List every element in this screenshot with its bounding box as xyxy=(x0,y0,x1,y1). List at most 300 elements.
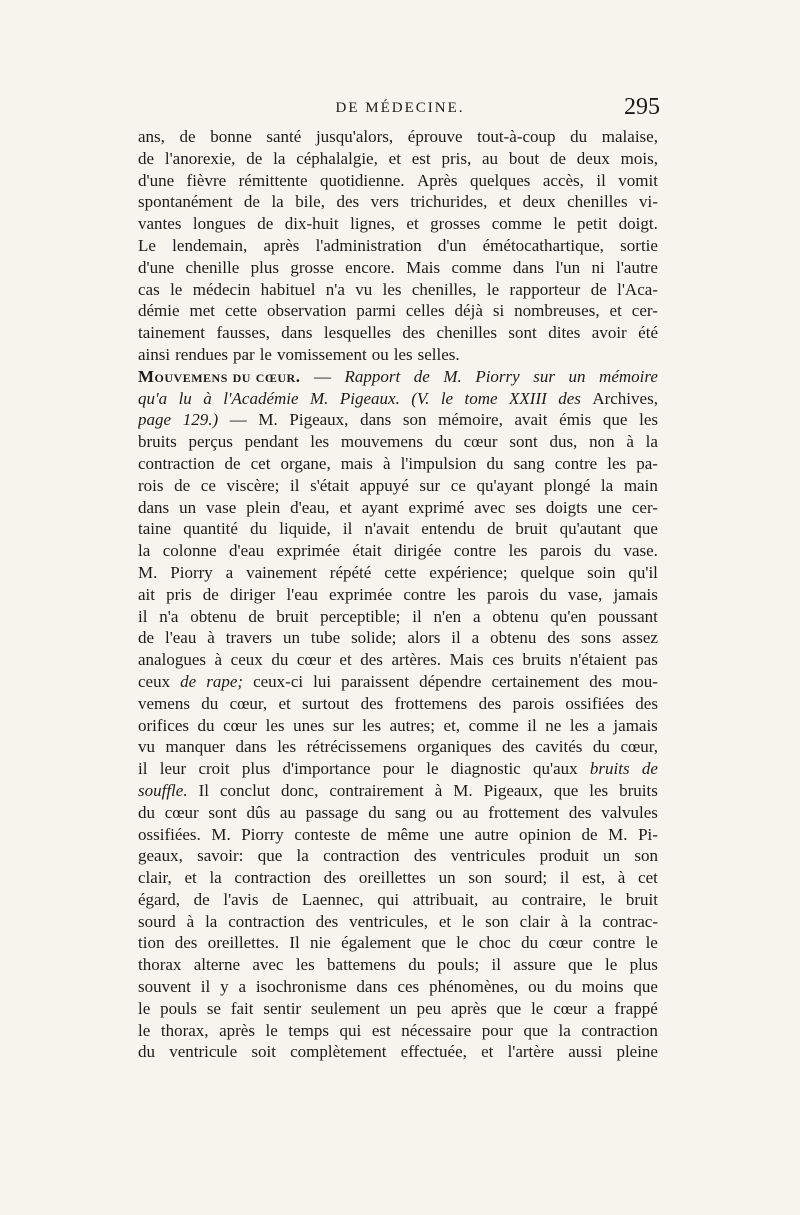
word: — xyxy=(229,410,247,430)
word: parois xyxy=(487,584,529,604)
word: jamais xyxy=(613,715,658,735)
word: M. xyxy=(138,562,158,582)
word: de xyxy=(581,824,598,844)
word: passage xyxy=(305,802,359,822)
word: rape; xyxy=(206,671,244,691)
text-line xyxy=(138,758,658,780)
word: complètement xyxy=(290,1042,387,1062)
word: des xyxy=(402,323,426,343)
word: des xyxy=(336,192,360,212)
word: leur xyxy=(159,759,187,779)
word: Piorry xyxy=(170,562,213,582)
word: que xyxy=(633,977,658,997)
word: le xyxy=(170,279,183,299)
word: médecin xyxy=(192,279,251,299)
word: ceux-ci xyxy=(253,671,304,691)
word: ayant xyxy=(361,497,399,517)
word: pris, xyxy=(441,148,472,168)
text-line xyxy=(138,213,658,235)
word: rapporteur xyxy=(509,279,581,299)
word: Archives, xyxy=(592,388,658,408)
word: frottement xyxy=(488,802,560,822)
word: celles xyxy=(405,301,445,321)
word: XXIII xyxy=(509,388,547,408)
text-line xyxy=(138,235,658,257)
word: fièvre xyxy=(186,170,227,190)
word: plus xyxy=(241,759,271,779)
word: son xyxy=(634,846,658,866)
word: que xyxy=(633,519,658,539)
word: si xyxy=(492,301,505,321)
word: organiques xyxy=(417,737,492,757)
word: du xyxy=(555,977,573,997)
word: pour xyxy=(382,759,414,779)
word: le xyxy=(531,998,544,1018)
word: à xyxy=(207,628,215,648)
word: la xyxy=(579,911,592,931)
word: habituel xyxy=(260,279,316,299)
word: la xyxy=(138,541,151,561)
word: solide; xyxy=(351,628,397,648)
word: ce xyxy=(450,475,466,495)
word: Pigeaux. xyxy=(339,388,400,408)
word: vi- xyxy=(639,192,658,212)
word: à xyxy=(382,453,391,473)
word: à xyxy=(617,868,626,888)
word: un xyxy=(179,497,197,517)
word: les xyxy=(393,344,413,364)
word: vu xyxy=(355,279,373,299)
word: diagnostic xyxy=(450,759,521,779)
word: moins xyxy=(581,977,624,997)
word: thorax xyxy=(138,955,182,975)
word: ossifiées xyxy=(565,693,624,713)
word: après xyxy=(263,235,300,255)
text-line xyxy=(138,649,658,671)
word: rétrécissemens xyxy=(306,737,407,757)
text-line xyxy=(138,257,658,279)
word: bruit xyxy=(276,606,309,626)
word: est, xyxy=(581,868,606,888)
text-line xyxy=(138,715,658,737)
word: n'en xyxy=(433,606,462,626)
word: des xyxy=(478,693,502,713)
word: autres; xyxy=(389,715,435,735)
word: l'administration xyxy=(315,235,422,255)
word: qu'aux xyxy=(533,759,578,779)
word: expérience; xyxy=(429,562,508,582)
word: Pigeaux, xyxy=(483,780,543,800)
text-line xyxy=(138,1020,658,1042)
word: de xyxy=(413,366,430,386)
word: Rapport xyxy=(344,366,401,386)
word: d'un xyxy=(437,235,467,255)
word: ossifiées. xyxy=(138,824,201,844)
word: analogues xyxy=(138,650,206,670)
word: rémittente xyxy=(238,170,308,190)
word: exprimée xyxy=(328,584,393,604)
word: d'une xyxy=(138,170,175,190)
word: a xyxy=(597,998,605,1018)
word: du xyxy=(197,715,215,735)
word: qu'il xyxy=(628,562,658,582)
word: fausses, xyxy=(216,323,270,343)
word: manquer xyxy=(165,737,225,757)
word: au xyxy=(482,148,499,168)
word: de xyxy=(487,519,504,539)
word: cas xyxy=(138,279,160,299)
word: chenilles xyxy=(436,323,497,343)
word: et, xyxy=(443,715,461,735)
word: la xyxy=(645,432,658,452)
word: parmi xyxy=(356,301,396,321)
word: des xyxy=(589,671,612,691)
word: il xyxy=(200,977,211,997)
word: vers xyxy=(370,192,399,212)
word: l'Académie xyxy=(223,388,299,408)
word: les xyxy=(639,410,658,430)
word: rendues xyxy=(175,344,228,364)
word: l'avis xyxy=(223,889,259,909)
word: bile, xyxy=(295,192,325,212)
word: de xyxy=(224,453,241,473)
word: ventricule xyxy=(169,1042,238,1062)
text-line xyxy=(138,998,658,1020)
word: le xyxy=(265,1020,278,1040)
text-line xyxy=(138,780,658,802)
word: chenille xyxy=(185,257,240,277)
word: les xyxy=(362,715,382,735)
word: se xyxy=(206,998,221,1018)
text-line xyxy=(138,911,658,933)
word: ni xyxy=(591,257,605,277)
word: le xyxy=(645,933,658,953)
word: opinion xyxy=(519,824,571,844)
word: main xyxy=(623,475,658,495)
word: des xyxy=(547,628,571,648)
word: cœur xyxy=(164,802,199,822)
word: que xyxy=(496,998,522,1018)
word: a xyxy=(597,715,605,735)
word: de xyxy=(179,127,196,146)
word: Il xyxy=(198,780,209,800)
word: nie xyxy=(310,933,331,953)
word: M. xyxy=(608,824,628,844)
word: autre xyxy=(474,824,509,844)
word: rois xyxy=(138,475,164,495)
word: vomit xyxy=(618,170,658,190)
word: que xyxy=(257,846,283,866)
text-line xyxy=(138,932,658,954)
word: et xyxy=(184,868,197,888)
word: plein xyxy=(246,497,281,517)
word: la xyxy=(558,1020,571,1040)
running-head xyxy=(140,94,660,128)
word: cœur xyxy=(223,715,258,735)
word: Il xyxy=(289,933,300,953)
word: du xyxy=(539,584,557,604)
word: Après xyxy=(416,170,458,190)
text-line xyxy=(138,366,658,388)
word: le xyxy=(599,889,613,909)
word: valvules xyxy=(601,802,658,822)
text-line xyxy=(138,279,658,301)
word: cet xyxy=(638,868,658,888)
text-line xyxy=(138,562,658,584)
text-line xyxy=(138,431,658,453)
word: les xyxy=(277,737,297,757)
word: conteste xyxy=(294,824,351,844)
word: au xyxy=(462,802,479,822)
word: unes xyxy=(293,715,325,735)
word: qui xyxy=(377,889,400,909)
word: sang xyxy=(513,453,545,473)
word: battemens xyxy=(327,955,396,975)
word: les xyxy=(265,715,285,735)
word: pas xyxy=(635,650,658,670)
word: donc, xyxy=(281,780,319,800)
word: la xyxy=(271,192,284,212)
word: à xyxy=(560,911,569,931)
word: céphalalgie, xyxy=(296,148,378,168)
word: choc xyxy=(478,933,511,953)
word: lignes, xyxy=(350,214,395,234)
word: d'une xyxy=(138,257,175,277)
word: il xyxy=(559,868,570,888)
word: longues xyxy=(192,214,246,234)
word: une xyxy=(439,824,464,844)
word: bonne xyxy=(210,127,252,146)
word: viscère; xyxy=(226,475,280,495)
word: l'Aca- xyxy=(617,279,658,299)
word: geaux, xyxy=(138,846,183,866)
word: alterne xyxy=(193,955,241,975)
word: croit xyxy=(198,759,230,779)
word: pleine xyxy=(616,1042,658,1062)
word: n'a xyxy=(159,606,179,626)
word: du xyxy=(434,432,452,452)
text-line xyxy=(138,453,658,475)
word: ceux xyxy=(230,650,263,670)
word: de xyxy=(257,214,274,234)
word: frottemens xyxy=(394,693,468,713)
word: il xyxy=(491,955,501,975)
word: avait xyxy=(514,410,548,430)
word: surtout xyxy=(302,693,350,713)
word: ou xyxy=(435,802,453,822)
word: il xyxy=(290,475,300,495)
word: obtenu xyxy=(490,628,537,648)
word: qu'ayant xyxy=(476,475,534,495)
text-line xyxy=(138,976,658,998)
word: exprimée xyxy=(276,541,340,561)
word: et xyxy=(339,650,352,670)
word: un xyxy=(389,998,407,1018)
word: mémoire, xyxy=(438,410,503,430)
word: le xyxy=(456,933,469,953)
word: bout xyxy=(508,148,540,168)
word: sont xyxy=(208,802,237,822)
word: des xyxy=(360,650,383,670)
word: frappé xyxy=(614,998,658,1018)
word: cavités xyxy=(535,737,583,757)
word: le xyxy=(138,998,151,1018)
word: contre xyxy=(403,584,446,604)
word: cœur xyxy=(548,933,583,953)
text-line xyxy=(138,126,658,148)
word: qu'a xyxy=(138,388,168,408)
word: le xyxy=(426,759,439,779)
word: — xyxy=(314,366,331,386)
word: paraissent xyxy=(341,671,410,691)
word: Piorry xyxy=(475,366,520,386)
word: dans xyxy=(360,410,392,430)
word: attribuait, xyxy=(412,889,479,909)
word: le xyxy=(259,344,272,364)
word: et xyxy=(278,693,291,713)
word: lendemain, xyxy=(172,235,248,255)
word: du xyxy=(592,737,610,757)
word: contraction xyxy=(138,453,215,473)
text-line xyxy=(138,954,658,976)
word: contraire, xyxy=(521,889,587,909)
word: dépendre xyxy=(419,671,482,691)
word: que xyxy=(602,410,628,430)
word: liquide, xyxy=(279,519,331,539)
word: démie xyxy=(138,301,180,321)
word: ventricules, xyxy=(349,911,428,931)
word: sont xyxy=(509,432,538,452)
word: mois, xyxy=(620,148,658,168)
word: bruit xyxy=(515,519,548,539)
word: le xyxy=(462,911,475,931)
word: tout-à-coup xyxy=(477,127,556,146)
word: des xyxy=(323,868,347,888)
word: plongé xyxy=(544,475,591,495)
word: que xyxy=(553,780,579,800)
word: tome xyxy=(464,388,498,408)
word: bruits xyxy=(619,780,658,800)
word: mouvemens xyxy=(340,432,424,452)
word: jusqu'alors, xyxy=(315,127,394,146)
word: répété xyxy=(329,562,372,582)
word: bruits xyxy=(138,432,177,452)
word: de xyxy=(246,148,263,168)
word: des xyxy=(315,911,339,931)
word: parois xyxy=(512,693,555,713)
word: diriger xyxy=(229,584,276,604)
word: mais xyxy=(340,453,373,473)
word: l'eau xyxy=(286,584,318,604)
word: cer- xyxy=(631,497,658,517)
word: sons xyxy=(580,628,612,648)
word: les xyxy=(382,279,402,299)
word: des xyxy=(174,933,198,953)
word: spontanément xyxy=(138,192,233,212)
word: lesquelles xyxy=(323,323,391,343)
word: contre xyxy=(592,933,636,953)
word: par xyxy=(232,344,255,364)
word: Pi- xyxy=(638,824,658,844)
word: 129.) xyxy=(182,410,219,430)
word: cœur xyxy=(463,432,498,452)
word: un xyxy=(603,846,621,866)
word: Le xyxy=(138,235,156,255)
text-line xyxy=(138,606,658,628)
word: les xyxy=(589,780,609,800)
word: travers xyxy=(225,628,273,648)
word: de xyxy=(243,192,260,212)
word: après xyxy=(219,1020,255,1040)
word: l'impulsion xyxy=(400,453,477,473)
text-line xyxy=(138,867,658,889)
word: de xyxy=(202,584,219,604)
word: l'anorexie, xyxy=(164,148,236,168)
word: la xyxy=(600,475,614,495)
word: pouls xyxy=(160,998,197,1018)
word: ses xyxy=(515,497,536,517)
word: il xyxy=(527,715,537,735)
word: deux xyxy=(522,192,556,212)
word: a xyxy=(472,606,481,626)
word: du xyxy=(250,519,268,539)
word: dans xyxy=(138,497,170,517)
word: perçus xyxy=(188,432,233,452)
word: et xyxy=(388,148,401,168)
word: petit xyxy=(576,214,608,234)
word: vase, xyxy=(567,584,603,604)
word: ou xyxy=(371,344,389,364)
word: son xyxy=(402,410,427,430)
word: cette xyxy=(224,301,258,321)
word: temps xyxy=(288,1020,329,1040)
word: Mais xyxy=(449,650,484,670)
word: isochronisme xyxy=(255,977,347,997)
text-line xyxy=(138,889,658,911)
word: des xyxy=(502,737,525,757)
word: sourd; xyxy=(504,868,548,888)
word: clair xyxy=(519,911,550,931)
word: (V. xyxy=(411,388,430,408)
word: et xyxy=(339,497,352,517)
word: assure xyxy=(513,955,556,975)
text-line xyxy=(138,824,658,846)
word: du xyxy=(138,1042,155,1062)
word: des xyxy=(635,693,658,713)
word: M. xyxy=(310,388,329,408)
word: à xyxy=(203,388,212,408)
word: qu'autant xyxy=(559,519,622,539)
word: que xyxy=(421,933,446,953)
word: comme xyxy=(451,257,502,277)
word: soin xyxy=(587,562,616,582)
word: produit xyxy=(539,846,589,866)
word: quotidienne. xyxy=(319,170,405,190)
word: avec xyxy=(474,497,506,517)
word: dûs xyxy=(246,802,271,822)
word: pour xyxy=(481,1020,513,1040)
word: contraction xyxy=(234,868,311,888)
word: sourd xyxy=(138,911,176,931)
word: ainsi xyxy=(138,344,171,364)
word: organe, xyxy=(280,453,331,473)
word: de xyxy=(360,824,377,844)
word: aussi xyxy=(568,1042,603,1062)
text-line xyxy=(138,148,658,170)
word: oreillettes xyxy=(358,868,426,888)
word: entendu xyxy=(421,519,476,539)
word: effectuée, xyxy=(400,1042,467,1062)
